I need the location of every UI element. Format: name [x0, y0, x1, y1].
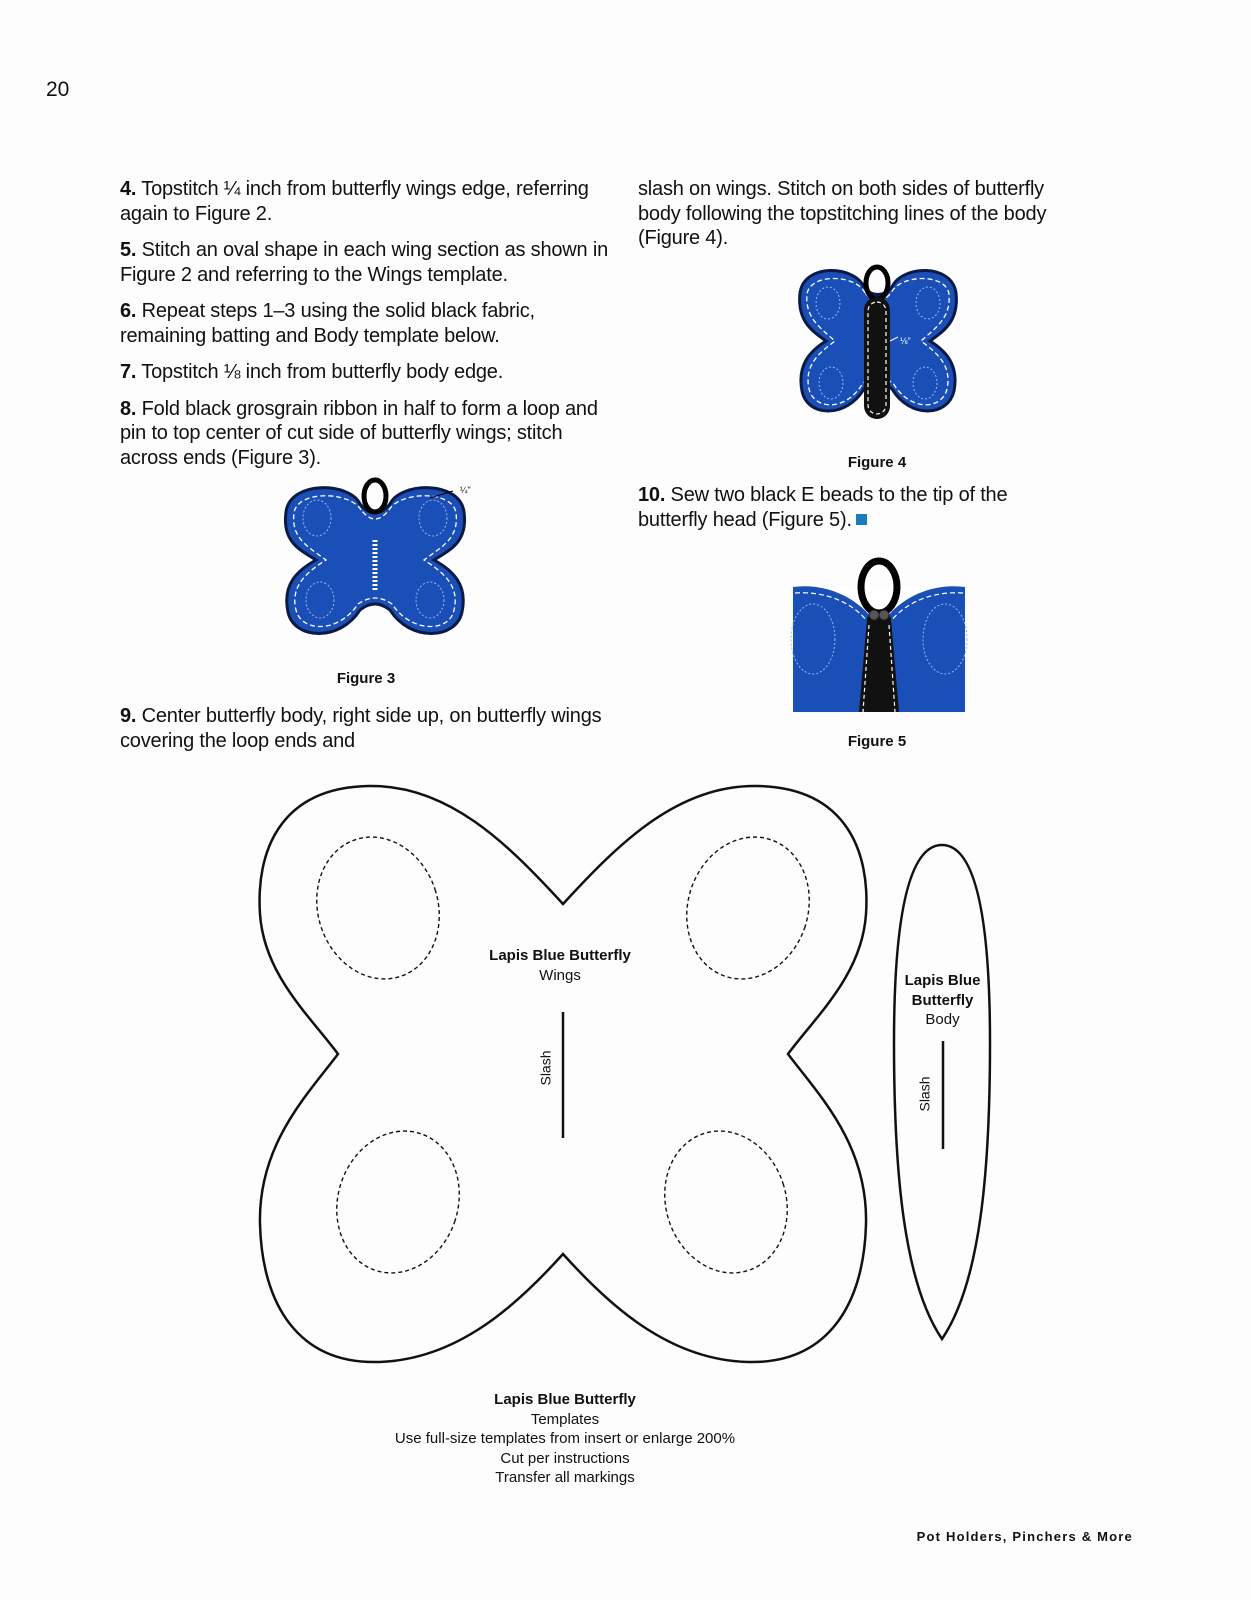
step-5: 5. Stitch an oval shape in each wing section as shown in Figure 2 and referring to the Wings template.	[120, 239, 608, 286]
instructions-left-column	[120, 177, 620, 482]
figure-5-illustration	[793, 557, 965, 712]
step-7: 7. Topstitch ⅛ inch from butterfly body edge.	[120, 361, 504, 383]
figure-3-illustration	[280, 482, 480, 652]
figure-4-caption: Figure 4	[847, 454, 907, 471]
step-6: 6. Repeat steps 1–3 using the solid black fabric, remaining batting and Body template below.	[120, 300, 535, 347]
figure-5-caption: Figure 5	[847, 733, 907, 750]
step-4: 4. Topstitch ¼ inch from butterfly wings edge, referring again to Figure 2.	[120, 178, 589, 225]
figure-3-annotation: ¼"	[460, 485, 471, 495]
step-8: 8. Fold black grosgrain ribbon in half to form a loop and pin to top center of cut side of butterfly wings; stitch across ends (Figure 3).	[120, 397, 598, 469]
body-template	[892, 843, 992, 1341]
step-9: 9. Center butterfly body, right side up, on butterfly wings covering the loop ends and	[120, 705, 602, 752]
page-number: 20	[46, 78, 70, 101]
body-template-label: Lapis Blue Butterfly Body	[904, 972, 981, 1028]
wings-template-label: Lapis Blue Butterfly Wings	[489, 947, 631, 984]
footer-book-title: Pot Holders, Pinchers & More	[916, 1529, 1133, 1544]
body-slash-label: Slash	[916, 1076, 933, 1112]
templates-caption: Lapis Blue Butterfly Templates Use full-size templates from insert or enlarge 200% Cut per instructions Transfer all markings	[394, 1391, 736, 1486]
figure-4-annotation: ⅛"	[900, 336, 911, 346]
end-of-article-square-icon	[856, 514, 867, 525]
wings-template	[258, 784, 868, 1366]
wings-slash-label: Slash	[537, 1050, 554, 1086]
figure-4-illustration	[796, 265, 961, 430]
figure-3-caption: Figure 3	[336, 670, 396, 687]
step-10: 10. Sew two black E beads to the tip of the butterfly head (Figure 5).	[638, 484, 1008, 531]
step-9-continued: slash on wings. Stitch on both sides of butterfly body following the topstitching lines of the body (Figure 4).	[638, 178, 1047, 249]
